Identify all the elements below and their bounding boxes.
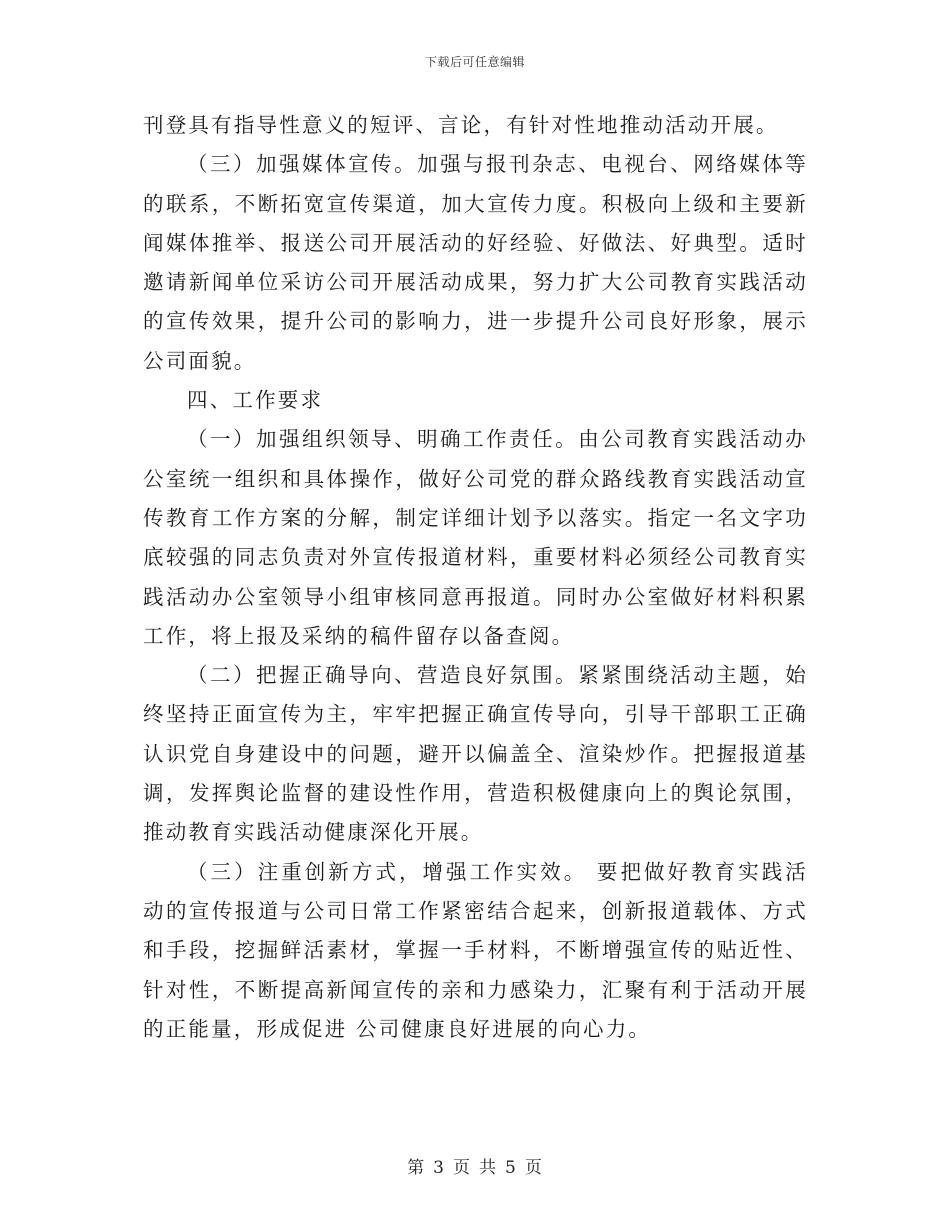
document-body xyxy=(143,106,808,1049)
section-heading-work-requirements: 四、工作要求 xyxy=(187,388,324,413)
footer-suffix: 页 xyxy=(524,1158,543,1178)
paragraph-innovation: （三）注重创新方式，增强工作实效。 要把做好教育实践活动的宣传报道与公司日常工作紧密结合起来，创新报道载体、方式和手段，挖掘鲜活素材，掌握一手材料，不断增强宣传的贴近性、针对性，不断提高新闻宣传的亲和力感染力，汇聚有利于活动开展的正能量，形成促进 公司健康良好进展的向心力。 xyxy=(143,859,808,1041)
page-footer xyxy=(0,1153,950,1178)
footer-prefix: 第 xyxy=(407,1158,426,1178)
footer-current-page: 3 xyxy=(433,1158,445,1178)
footer-total-pages: 5 xyxy=(505,1158,517,1178)
paragraph-correct-guidance: （二）把握正确导向、营造良好氛围。紧紧围绕活动主题，始终坚持正面宣传为主，牢牢把握正确宣传导向，引导干部职工正确认识党自身建设中的问题，避开以偏盖全、渲染炒作。把握报道基调，发挥舆论监督的建设性作用，营造积极健康向上的舆论氛围，推动教育实践活动健康深化开展。 xyxy=(143,663,808,845)
paragraph-organization-leadership: （一）加强组织领导、明确工作责任。由公司教育实践活动办公室统一组织和具体操作，做好公司党的群众路线教育实践活动宣传教育工作方案的分解，制定详细计划予以落实。指定一名文字功底较强的同志负责对外宣传报道材料，重要材料必须经公司教育实践活动办公室领导小组审核同意再报道。同时办公室做好材料积累工作，将上报及采纳的稿件留存以备查阅。 xyxy=(143,427,808,648)
header-note: 下载后可任意编辑 xyxy=(424,55,525,69)
paragraph-continuation: 刊登具有指导性意义的短评、言论，有针对性地推动活动开展。 xyxy=(143,113,779,137)
paragraph-media-publicity: （三）加强媒体宣传。加强与报刊杂志、电视台、网络媒体等的联系，不断拓宽宣传渠道，加大宣传力度。积极向上级和主要新闻媒体推举、报送公司开展活动的好经验、好做法、好典型。适时邀请新闻单位采访公司开展活动成果，努力扩大公司教育实践活动的宣传效果，提升公司的影响力，进一步提升公司良好形象，展示公司面貌。 xyxy=(143,152,808,373)
footer-page-word: 页 xyxy=(453,1158,471,1178)
footer-total-word: 共 xyxy=(479,1158,497,1178)
